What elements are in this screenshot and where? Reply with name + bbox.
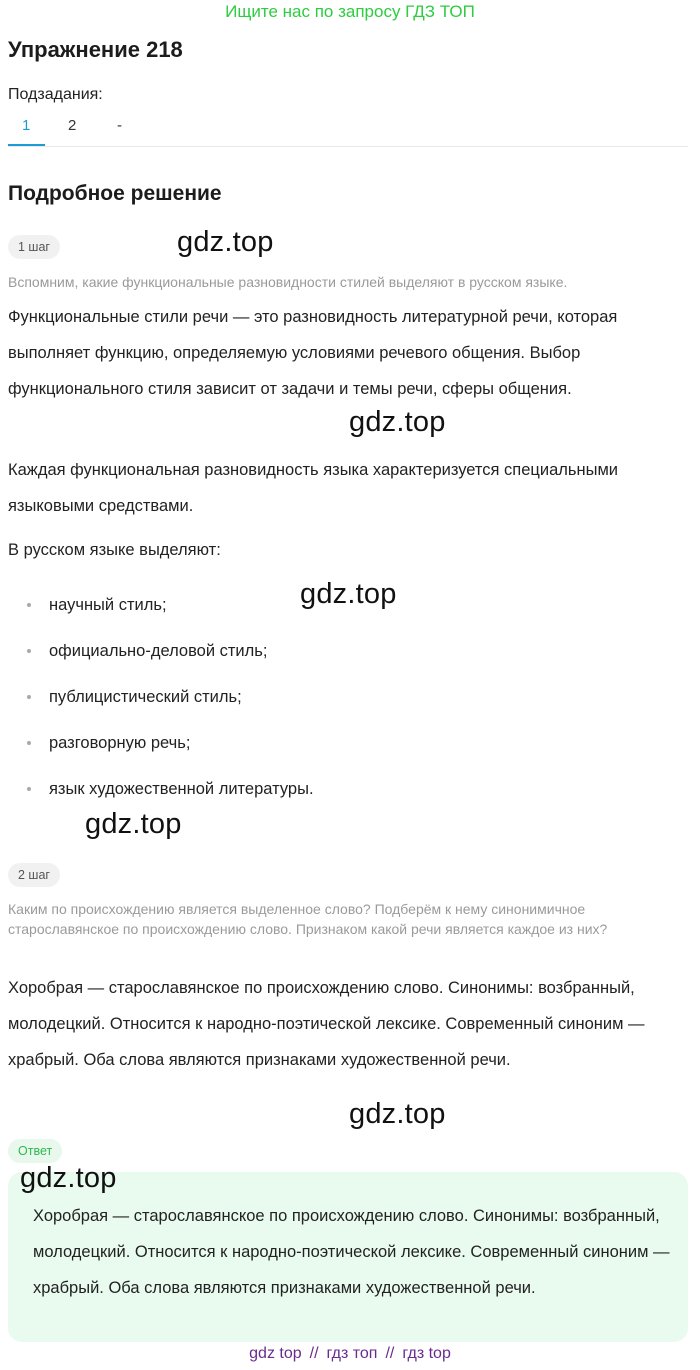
tab-subtask-1[interactable]: 1 — [22, 117, 31, 134]
solution-title: Подробное решение — [8, 182, 222, 205]
footer-link[interactable]: gdz top — [249, 1345, 302, 1362]
answer-text: Хоробрая — старославянское по происхождению слово. Синонимы: возбранный, молодецкий. Относится к народно-поэтической лексике. Современный синоним — храбрый. Оба слова являются признаками художественной речи. — [33, 1207, 670, 1297]
bullet-dot-icon — [27, 787, 31, 791]
tab-subtask-2[interactable]: 2 — [68, 117, 77, 134]
footer-separator: // — [385, 1345, 395, 1362]
step-2-hint: Каким по происхождению является выделенное слово? Подберём к нему синонимичное старославянское по происхождению слово. Признаком какой речи является каждое из них? — [8, 901, 608, 937]
bullet-dot-icon — [27, 649, 31, 653]
watermark: gdz.top — [20, 1162, 117, 1194]
list-item: публицистический стиль; — [8, 674, 692, 720]
page-title: Упражнение 218 — [8, 37, 183, 62]
bullet-dot-icon — [27, 695, 31, 699]
step-1-hint: Вспомним, какие функциональные разновидности стилей выделяют в русском языке. — [8, 274, 568, 290]
watermark: gdz.top — [85, 808, 182, 840]
list-item: научный стиль; — [8, 582, 692, 628]
watermark: gdz.top — [349, 1098, 446, 1130]
tabs-divider — [8, 146, 688, 147]
list-item: официально-деловой стиль; — [8, 628, 692, 674]
tab-subtask-more[interactable]: - — [117, 117, 122, 134]
step-1-badge: 1 шаг — [8, 235, 60, 259]
answer-badge: Ответ — [8, 1139, 62, 1163]
active-tab-indicator — [8, 144, 45, 146]
bullet-dot-icon — [27, 741, 31, 745]
step-2-badge: 2 шаг — [8, 863, 60, 887]
list-item: разговорную речь; — [8, 720, 692, 766]
step-1-paragraph: Каждая функциональная разновидность языка характеризуется специальными языковыми средствами. — [8, 461, 619, 515]
subtasks-label: Подзадания: — [8, 86, 103, 103]
list-item: язык художественной литературы. — [8, 766, 692, 812]
footer-link[interactable]: гдз топ — [326, 1345, 378, 1362]
styles-list — [8, 582, 692, 812]
watermark: gdz.top — [300, 578, 397, 610]
footer-link[interactable]: гдз top — [402, 1345, 451, 1362]
watermark: gdz.top — [349, 406, 446, 438]
footer-separator: // — [309, 1345, 319, 1362]
bullet-dot-icon — [27, 603, 31, 607]
step-1-paragraph: В русском языке выделяют: — [8, 541, 221, 559]
step-1-paragraph: Функциональные стили речи — это разновидность литературной речи, которая выполняет функцию, определяемую условиями речевого общения. Выбор функционального стиля зависит от задачи и темы речи, сферы общения. — [8, 308, 618, 398]
watermark: gdz.top — [177, 226, 274, 258]
step-2-paragraph: Хоробрая — старославянское по происхождению слово. Синонимы: возбранный, молодецкий. Относится к народно-поэтической лексике. Современный синоним — храбрый. Оба слова являются признаками художественной речи. — [8, 979, 645, 1069]
search-promo-banner: Ищите нас по запросу ГДЗ ТОП — [225, 2, 475, 21]
footer-links — [0, 1345, 700, 1363]
